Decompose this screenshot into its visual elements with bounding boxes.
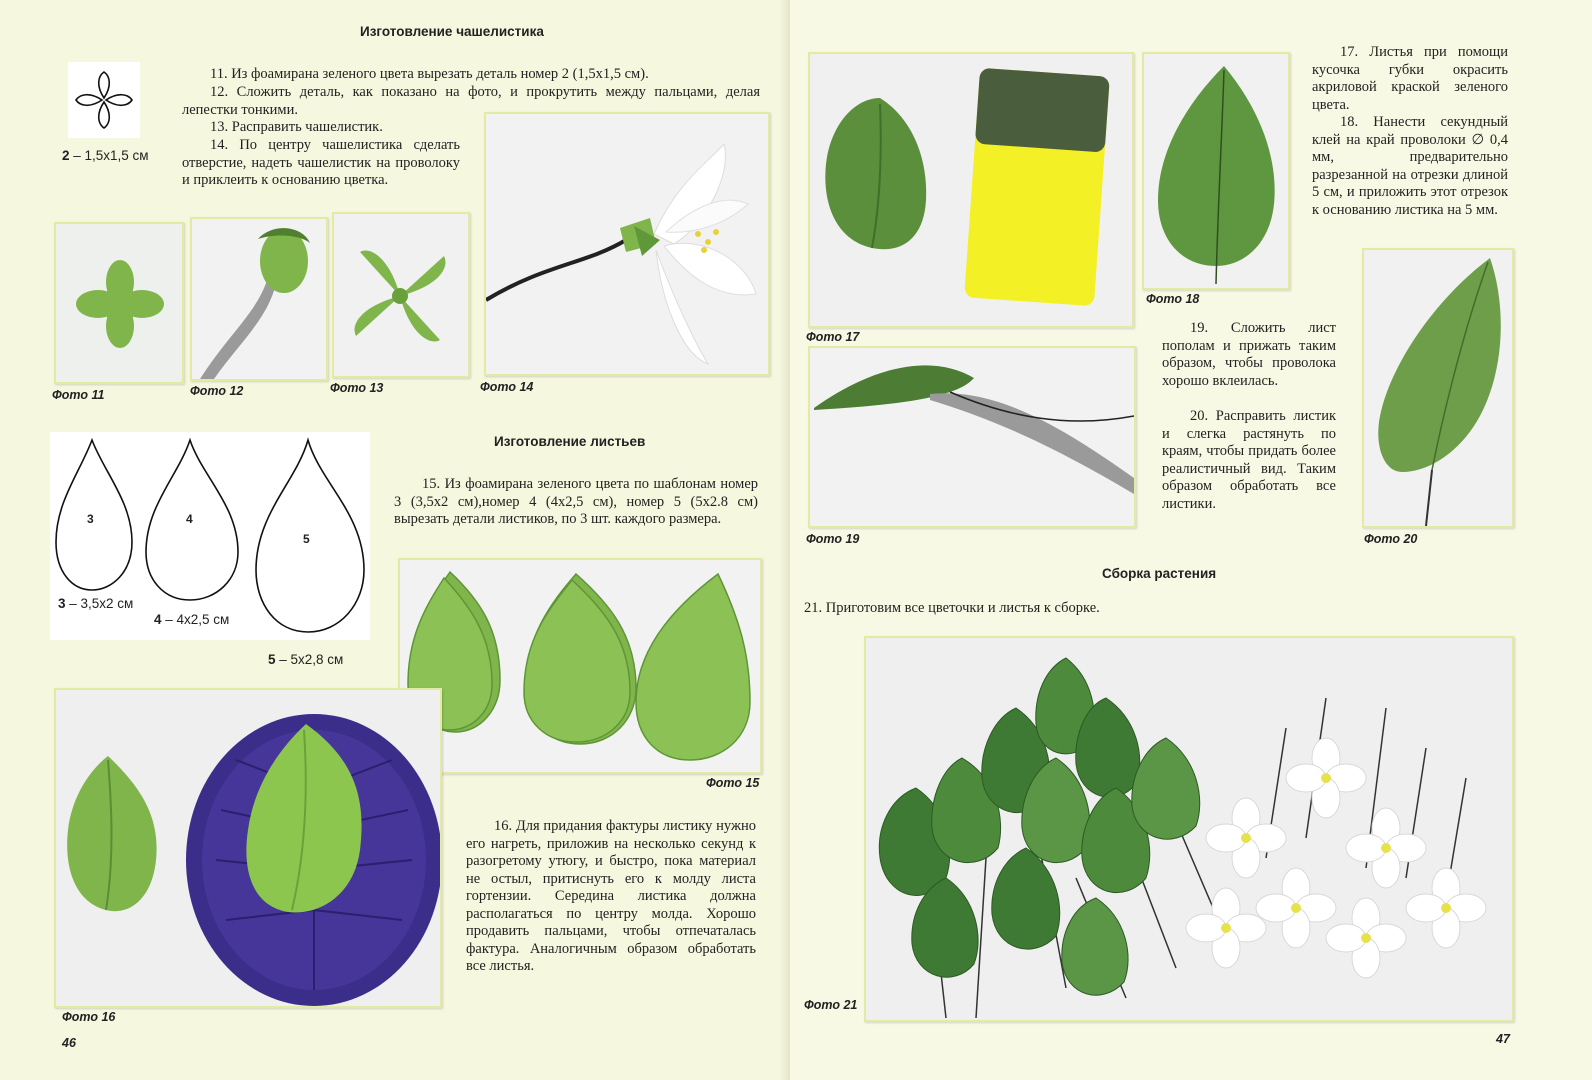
left-page xyxy=(0,0,790,1080)
photo-18 xyxy=(1142,52,1290,290)
page-number-right: 47 xyxy=(1496,1032,1510,1046)
photo-13 xyxy=(332,212,470,378)
photo-20 xyxy=(1362,248,1514,528)
caption-photo-17: Фото 17 xyxy=(806,330,860,344)
section-title-leaves: Изготовление листьев xyxy=(494,434,646,449)
sepal-step-12: 12. Сложить деталь, как показано на фото, и прокрутить между пальцами, делая лепестки тонкими. xyxy=(182,84,760,118)
template-5-number: 5 xyxy=(303,532,310,546)
template-4-number: 4 xyxy=(186,512,193,526)
caption-photo-14: Фото 14 xyxy=(480,380,534,394)
step-15: 15. Из фоамирана зеленого цвета по шаблонам номер 3 (3,5x2 см),номер 4 (4x2,5 см), номер 5 (5x2.8 см) вырезать детали листиков, по 3 шт. каждого размера. xyxy=(394,476,758,527)
caption-photo-13: Фото 13 xyxy=(330,381,384,395)
caption-photo-21: Фото 21 xyxy=(804,998,858,1012)
template-4-label: 4 – 4x2,5 см xyxy=(154,612,230,627)
template-2-sepal xyxy=(68,62,140,138)
page-number-left: 46 xyxy=(62,1036,76,1050)
photo-14 xyxy=(484,112,770,376)
template-2-label: 2 – 1,5x1,5 см xyxy=(62,148,149,163)
caption-photo-18: Фото 18 xyxy=(1146,292,1200,306)
caption-photo-15: Фото 15 xyxy=(706,776,760,790)
template-5-outline xyxy=(256,440,364,632)
step-19: 19. Сложить лист пополам и прижать таким образом, чтобы проволока хорошо вклеилась. xyxy=(1162,320,1336,389)
template-5-label: 5 – 5x2,8 см xyxy=(268,652,344,667)
photo-17 xyxy=(808,52,1134,328)
step-20: 20. Расправить листик и слегка растянуть по краям, чтобы придать более реалистичный вид. Таким образом обработать все листики. xyxy=(1162,408,1336,512)
photo-15 xyxy=(398,558,762,774)
caption-photo-11: Фото 11 xyxy=(52,388,105,402)
step-16: 16. Для придания фактуры листику нужно его нагреть, приложив на несколько секунд к разогретому утюгу, и быстро, пока материал не остыл, притиснуть его к молду листа гортензии. Середина листика должна располагаться по центру молда. Хорошо продавить пальцами, чтобы отпечаталась фактура. Аналогичным образом обработать все листья. xyxy=(466,818,756,974)
template-3-label: 3 – 3,5x2 см xyxy=(58,596,134,611)
right-page xyxy=(790,0,1592,1080)
caption-photo-12: Фото 12 xyxy=(190,384,244,398)
step-21: 21. Приготовим все цветочки и листья к сборке. xyxy=(804,600,1100,616)
section-title-assembly: Сборка растения xyxy=(1102,566,1217,581)
caption-photo-19: Фото 19 xyxy=(806,532,860,546)
section-title-sepal: Изготовление чашелистика xyxy=(360,24,544,39)
photo-11 xyxy=(54,222,184,384)
template-3-outline xyxy=(56,440,132,590)
photo-12 xyxy=(190,217,328,381)
photo-21 xyxy=(864,636,1514,1022)
caption-photo-20: Фото 20 xyxy=(1364,532,1418,546)
step-17: 17. Листья при помощи кусочка губки окрасить акриловой краской зеленого цвета. xyxy=(1312,44,1508,113)
sepal-step-13: 13. Расправить чашелистик. xyxy=(210,119,383,135)
sepal-steps: 11. Из фоамирана зеленого цвета вырезать деталь номер 2 (1,5x1,5 см). xyxy=(210,66,649,82)
photo-16 xyxy=(54,688,442,1008)
step-18: 18. Нанести секундный клей на край проволоки ∅ 0,4 мм, предварительно разрезанной на отрезки длиной 5 см, и приложить этот отрезок к основанию листика на 5 мм. xyxy=(1312,114,1508,218)
photo-19 xyxy=(808,346,1136,528)
caption-photo-16: Фото 16 xyxy=(62,1010,116,1024)
sepal-step-14: 14. По центру чашелистика сделать отверстие, надеть чашелистик на проволоку и приклеить к основанию цветка. xyxy=(182,137,460,188)
template-3-number: 3 xyxy=(87,512,94,526)
